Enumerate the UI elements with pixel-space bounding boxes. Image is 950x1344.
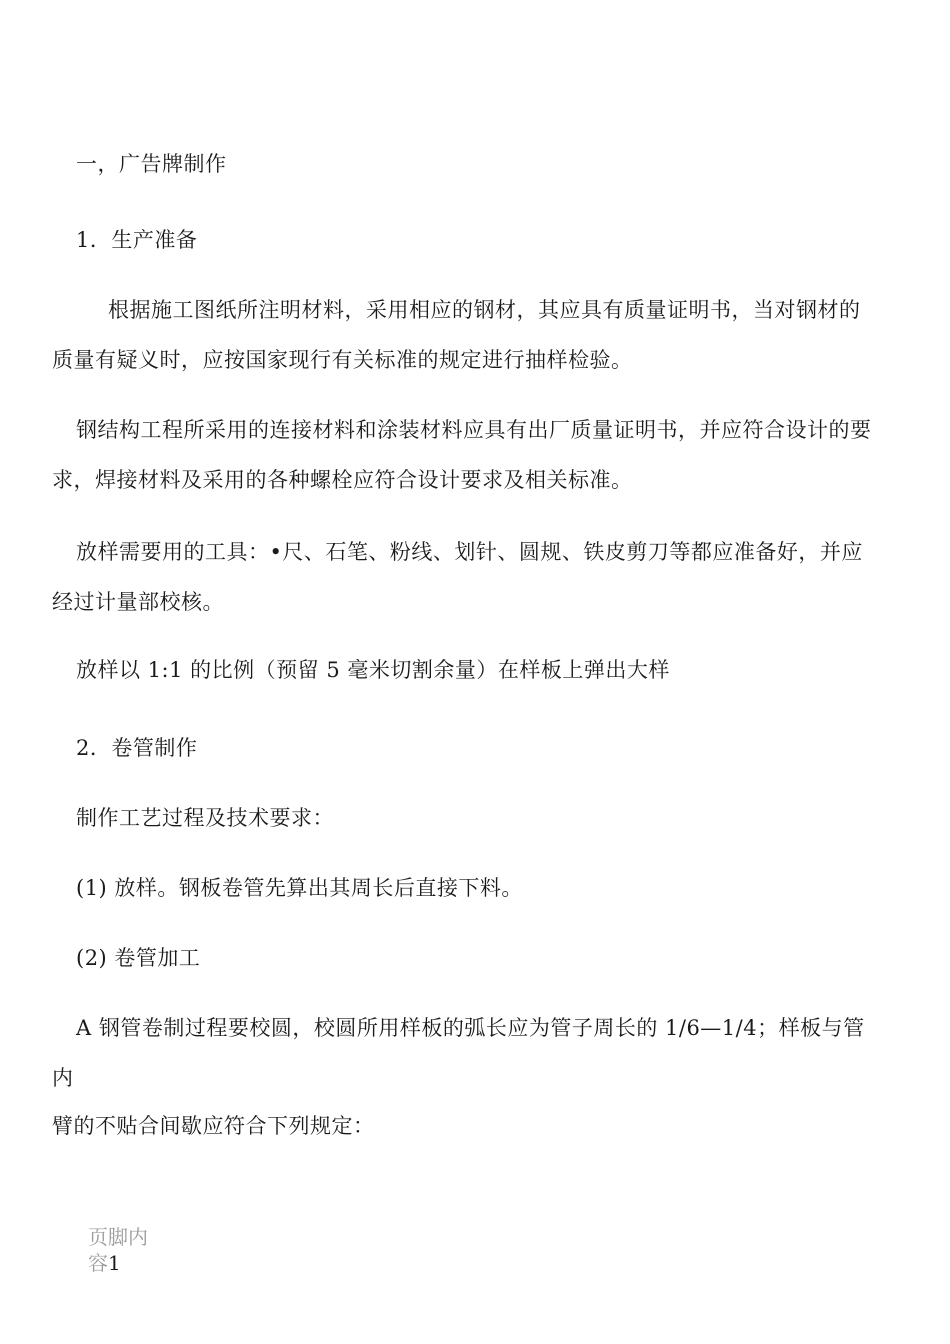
page-number: 1 — [108, 1251, 121, 1275]
page-footer — [88, 1224, 158, 1276]
paragraph-steel-line-1: 根据施工图纸所注明材料，采用相应的钢材，其应具有质量证明书，当对钢材的 — [108, 298, 861, 322]
section-pipe-rolling: 2．卷管制作 — [76, 736, 198, 760]
item-layout: (1) 放样。钢板卷管先算出其周长后直接下料。 — [76, 876, 523, 900]
paragraph-steel-line-2: 质量有疑义时，应按国家现行有关标准的规定进行抽样检验。 — [52, 348, 633, 372]
paragraph-rounding-line-1: A 钢管卷制过程要校圆，校圆所用样板的弧长应为管子周长的 1/6—1/4；样板与管 — [76, 1016, 865, 1040]
paragraph-tools-line-2: 经过计量部校核。 — [52, 590, 224, 614]
paragraph-materials-line-1: 钢结构工程所采用的连接材料和涂装材料应具有出厂质量证明书，并应符合设计的要 — [76, 418, 872, 442]
paragraph-scale: 放样以 1:1 的比例（预留 5 毫米切割余量）在样板上弹出大样 — [76, 658, 670, 682]
section-production-prep: 1．生产准备 — [76, 228, 198, 252]
paragraph-rounding-line-3: 臂的不贴合间歇应符合下列规定： — [52, 1114, 375, 1138]
paragraph-process-title: 制作工艺过程及技术要求： — [76, 806, 334, 830]
footer-text: 页脚内容 — [88, 1225, 148, 1275]
paragraph-rounding-line-2: 内 — [52, 1066, 74, 1090]
paragraph-materials-line-2: 求，焊接材料及采用的各种螺栓应符合设计要求及相关标准。 — [52, 468, 633, 492]
paragraph-tools-line-1: 放样需要用的工具：•尺、石笔、粉线、划针、圆规、铁皮剪刀等都应准备好，并应 — [76, 540, 863, 564]
item-rolling: (2) 卷管加工 — [76, 946, 201, 970]
heading-advertising-board: 一，广告牌制作 — [76, 152, 227, 176]
